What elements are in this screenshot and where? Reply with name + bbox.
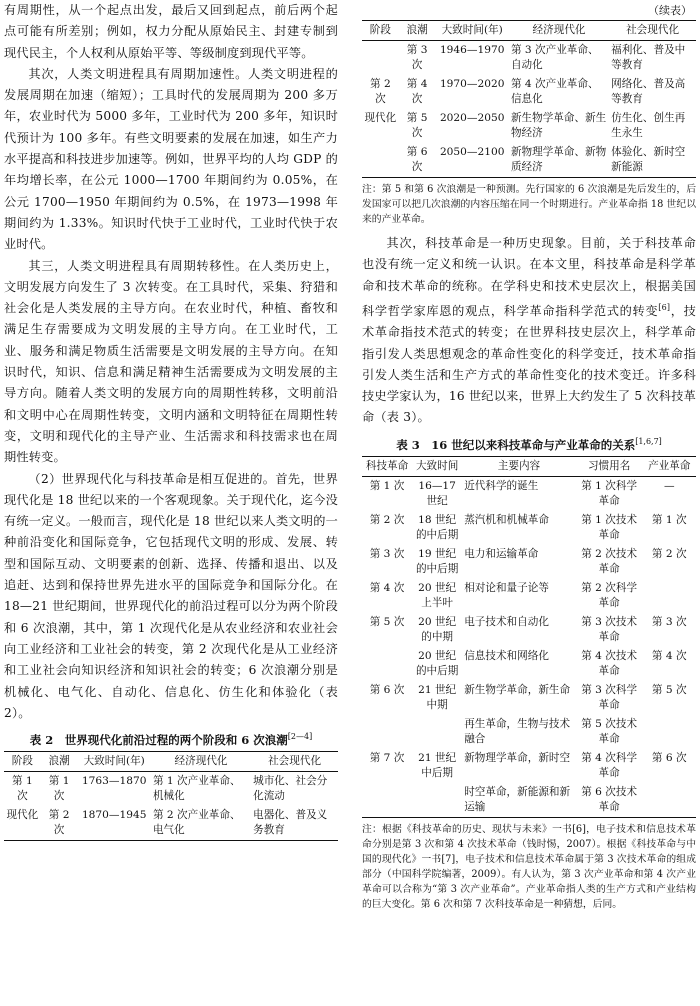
table2-note: 注：第 5 和第 6 次浪潮是一种预测。先行国家的 6 次浪潮是先后发生的，后发国家可以把几次浪潮的内容压缩在同一个时期进行。产业革命指 18 世纪以来的产业革命。 bbox=[362, 184, 696, 225]
table3-body bbox=[362, 476, 696, 817]
table-cell: 第 4 次 bbox=[406, 78, 428, 105]
table-cell: 第 2 次科学革命 bbox=[581, 581, 638, 609]
table-cell: 21 世纪中后期 bbox=[418, 751, 457, 779]
table-cell: 第 3 次 bbox=[406, 44, 428, 71]
table2-cont-header-cell: 阶段 bbox=[362, 21, 399, 41]
table3-header-cell: 产业革命 bbox=[643, 456, 696, 476]
table-cell: 2050—2100 bbox=[435, 143, 508, 178]
table-row bbox=[4, 806, 338, 841]
table-cell: 18 世纪的中后期 bbox=[415, 513, 459, 541]
table-cell: 第 4 次产业革命、信息化 bbox=[510, 78, 599, 105]
table-cell: 现代化 bbox=[364, 112, 397, 124]
table-cell: 第 4 次 bbox=[651, 649, 687, 662]
table-cell: 1970—2020 bbox=[439, 78, 505, 90]
table-cell: 第 1 次 bbox=[12, 775, 33, 803]
table-cell: 第 2 次 bbox=[369, 513, 405, 526]
table2-header-cell: 经济现代化 bbox=[151, 752, 251, 772]
table-row bbox=[362, 75, 696, 109]
table-row bbox=[362, 476, 696, 511]
table-cell: 电子技术和自动化 bbox=[464, 615, 549, 628]
table-cell: 第 3 次科学革命 bbox=[581, 683, 638, 711]
table3-header-cell: 科技革命 bbox=[362, 456, 412, 476]
table-cell: 现代化 bbox=[4, 806, 41, 841]
table-cell: 1870—1945 bbox=[77, 806, 150, 841]
table-cell: 第 5 次技术革命 bbox=[581, 717, 638, 745]
table-cell: 第 2 次产业革命、电气化 bbox=[151, 806, 251, 841]
table-cell: 21 世纪中期 bbox=[418, 683, 457, 711]
paragraph-acceleration: 其次，人类文明进程具有周期加速性。人类文明进程的发展周期在加速（缩短）；工具时代的发展周期为 200 多万年，农业时代为 5000 多年，工业时代为 200 多年，知识时代预计为 100 多年。有些文明要素的发展在加速，如生产力水平提高和科技进步加速等。例如，世界平均的人均 GDP 的年均增长率，在公元 1000—1700 年期间约为 0.05%，在公元 1700—1950 年期间约为 0.5%，在 1973—1998 年期间约为 1.33%。知识时代快于工业时代，工业时代快于农业时代。 bbox=[4, 66, 338, 252]
table-cell: 第 5 次 bbox=[406, 112, 428, 139]
table-cell bbox=[643, 579, 696, 613]
table2-cont-header-row bbox=[362, 21, 696, 41]
table-cell: 第 2 次技术革命 bbox=[581, 547, 638, 575]
table-cell: 第 6 次 bbox=[369, 683, 405, 696]
table3-header-cell: 大致时间 bbox=[412, 456, 462, 476]
table-cell: 20 世纪上半叶 bbox=[418, 581, 457, 609]
table2-cont-header-cell: 大致时间(年) bbox=[435, 21, 508, 41]
table-cell bbox=[643, 715, 696, 749]
table-cell: 20 世纪的中期 bbox=[418, 615, 457, 643]
table-cell: 第 6 次 bbox=[651, 751, 687, 764]
paragraph-transfer: 其三，人类文明进程具有周期转移性。在人类历史上，文明发展方向发生了 3 次转变。在工具时代，采集、狩猎和社会化是人类发展的主导方向。在农业时代，种植、畜牧和满足生存需要成为文明发展的主导方向。在工业时代，工业、服务和满足物质生活需要是文明发展的主导方向。在知识时代，知识、信息和满足精神生活需要成为文明发展的主导方向。随着人类文明的发展方向的周期性转移，文明前沿和文明中心在周期性转变，文明内涵和文明特征在周期性转变，文明和现代化的主导产业、生活需求和科技需求也在周期性转变。 bbox=[4, 258, 338, 465]
table-cell: 新物理学革命，新时空 bbox=[464, 751, 571, 764]
table-cell bbox=[412, 715, 462, 749]
table-cell bbox=[362, 783, 412, 818]
table2-header-cell: 大致时间(年) bbox=[77, 752, 150, 772]
table-cell bbox=[362, 41, 399, 76]
table-cell: 体验化、新时空新能源 bbox=[609, 143, 696, 178]
table-cell bbox=[412, 783, 462, 818]
table2-cont-header-cell: 经济现代化 bbox=[509, 21, 609, 41]
table2-caption-text: 表 2 世界现代化前沿过程的两个阶段和 6 次浪潮 bbox=[29, 733, 288, 748]
table-cell: 仿生化、创生再生永生 bbox=[611, 112, 686, 139]
table-cell: 新物理学革命、新物质经济 bbox=[509, 143, 609, 178]
table-cell bbox=[643, 783, 696, 818]
table-cell: 第 1 次科学革命 bbox=[581, 479, 638, 507]
table-cell: 第 6 次 bbox=[399, 143, 436, 178]
citation-ref: [6] bbox=[658, 302, 671, 312]
table-cell: 第 4 次 bbox=[369, 581, 405, 594]
table-cell: 信息技术和网络化 bbox=[464, 649, 549, 662]
table-cell: 网络化、普及高等教育 bbox=[611, 78, 686, 105]
table3-caption-text: 表 3 16 世纪以来科技革命与产业革命的关系 bbox=[396, 437, 636, 452]
table2 bbox=[4, 751, 338, 841]
table-cell: 1946—1970 bbox=[439, 44, 505, 56]
table-row bbox=[362, 545, 696, 579]
table-row bbox=[362, 511, 696, 545]
table-row bbox=[362, 143, 696, 178]
table-cell bbox=[362, 647, 412, 681]
table3 bbox=[362, 456, 696, 818]
table-row bbox=[362, 647, 696, 681]
table-cell: — bbox=[663, 479, 675, 492]
table-cell: 第 1 次产业革命、机械化 bbox=[152, 775, 241, 803]
table-row bbox=[362, 715, 696, 749]
table-cell: 时空革命，新能源和新运输 bbox=[462, 783, 576, 818]
table-cell: 第 2 次 bbox=[370, 78, 391, 105]
table-cell: 再生革命，生物与技术融合 bbox=[464, 717, 571, 745]
table-cell: 第 4 次科学革命 bbox=[581, 751, 638, 779]
table2-header-cell: 阶段 bbox=[4, 752, 41, 772]
table-row bbox=[4, 772, 338, 807]
table-row bbox=[362, 109, 696, 143]
table-row bbox=[362, 41, 696, 76]
left-column bbox=[4, 0, 338, 841]
table-cell: 第 3 次产业革命、自动化 bbox=[510, 44, 599, 71]
table-continued-label: （续表） bbox=[648, 4, 692, 17]
table-cell: 新生物学革命、新生物经济 bbox=[510, 112, 607, 139]
table-cell: 城市化、社会分化流动 bbox=[253, 775, 328, 803]
table-row bbox=[362, 681, 696, 715]
table3-header-row bbox=[362, 456, 696, 476]
table-cell: 第 5 次 bbox=[369, 615, 405, 628]
table-cell bbox=[362, 715, 412, 749]
table2-header-row bbox=[4, 752, 338, 772]
table-cell: 第 3 次 bbox=[651, 615, 687, 628]
table2-header-cell: 浪潮 bbox=[41, 752, 78, 772]
table-cell: 第 2 次 bbox=[41, 806, 78, 841]
table-cell: 第 4 次技术革命 bbox=[581, 649, 638, 677]
table-row bbox=[362, 783, 696, 818]
paragraph-continued: 有周期性，从一个起点出发，最后又回到起点，前后两个起点可能有所差别；例如，权力分配从原始民主、封建专制到现代民主，个人权利从原始平等、等级制度到现代平等。 bbox=[4, 3, 338, 60]
table3-caption-ref: [1,6,7] bbox=[635, 436, 662, 446]
table3-note: 注：根据《科技革命的历史、现状与未来》一书[6]，电子技术和信息技术革命分别是第 3 次和第 4 次技术革命（钱时惕，2007）。根据《科技革命与中国的现代化》一书[7]，电子技术和信息技术革命属于第 3 次技术革命的组成部分（中国科学院编著，2009）。有人认为，第 3 次产业革命和第 4 次产业革命可以合称为“第 3 次产业革命”。产业革命指人类的生产方式和产业结构的巨大变化。第 6 次和第 7 次科技革命是一种猜想，后同。 bbox=[362, 823, 696, 910]
table-cell bbox=[362, 143, 399, 178]
table3-caption bbox=[362, 437, 696, 453]
table2-caption bbox=[4, 732, 338, 748]
table-cell: 第 2 次 bbox=[651, 547, 687, 560]
right-column bbox=[362, 0, 696, 912]
table-cell: 电力和运输革命 bbox=[464, 547, 539, 560]
table3-header-cell: 习惯用名 bbox=[576, 456, 643, 476]
paragraph-text-a: 其次，科技革命是一种历史现象。目前，关于科技革命也没有统一定义和统一认识。在本文里，科技革命是科学革命和技术革命的统称。在学科史和技术史层次上，根据美国科学哲学家库恩的观点，科学革命指科学范式的转变 bbox=[362, 236, 696, 318]
table-row bbox=[362, 613, 696, 647]
table2-cont-header-cell: 社会现代化 bbox=[609, 21, 696, 41]
table2-header-cell: 社会现代化 bbox=[251, 752, 338, 772]
table-cell: 新生物学革命，新生命 bbox=[464, 683, 571, 696]
table-cell: 相对论和量子论等 bbox=[464, 581, 549, 594]
paragraph-modernization: （2）世界现代化与科技革命是相互促进的。首先，世界现代化是 18 世纪以来的一个客观现象。关于现代化，迄今没有统一定义。一般而言，现代化是 18 世纪以来人类文明的一种前沿变化和国际竞争，它包括现代文明的形成、发展、转型和国际互动、文明要素的创新、选择、传播和退出、以及追赶、达到和保持世界先进水平的国际竞争和国际分化。在 18—21 世纪期间，世界现代化的前沿过程可以分为两个阶段和 6 次浪潮，其中，第 1 次现代化是从农业经济和农业社会向工业经济和工业社会的转变，第 2 次现代化是从工业经济和工业社会向知识经济和知识社会的转变；6 次浪潮分别是机械化、电气化、自动化、信息化、仿生化和体验化（表 2）。 bbox=[4, 471, 338, 720]
table-cell: 第 5 次 bbox=[651, 683, 687, 696]
table2-cont-header-cell: 浪潮 bbox=[399, 21, 436, 41]
table-cell: 1763—1870 bbox=[81, 775, 147, 788]
table-cell: 20 世纪的中后期 bbox=[415, 649, 459, 677]
table-cell: 第 1 次 bbox=[651, 513, 687, 526]
table-cell: 蒸汽机和机械革命 bbox=[464, 513, 549, 526]
paragraph-text-b: ，技术革命指技术范式的转变；在世界科技史层次上，科学革命指引发人类思想观念的革命性变化的科学变迁，技术革命指引发人类生活和生产方式的革命性变化的技术变迁。许多科技史学家认为，16 世纪以来，世界上大约发生了 5 次科技革命（表 3）。 bbox=[362, 303, 696, 425]
table-row bbox=[362, 579, 696, 613]
table-cell: 第 3 次 bbox=[369, 547, 405, 560]
table-cell: 第 1 次 bbox=[48, 775, 70, 803]
paragraph-sci-tech-revolution bbox=[362, 233, 696, 429]
table-cell: 第 3 次技术革命 bbox=[581, 615, 638, 643]
table-row bbox=[362, 749, 696, 783]
table2-caption-ref: [2—4] bbox=[287, 732, 313, 742]
table-cell: 16—17 世纪 bbox=[418, 479, 456, 507]
table-cell: 第 7 次 bbox=[369, 751, 405, 764]
table2-continued bbox=[362, 20, 696, 178]
table-cell: 第 1 次技术革命 bbox=[581, 513, 638, 541]
table3-header-cell: 主要内容 bbox=[462, 456, 576, 476]
table-cell: 近代科学的诞生 bbox=[464, 479, 539, 492]
table-cell: 第 6 次技术革命 bbox=[576, 783, 643, 818]
table-cell: 2020—2050 bbox=[439, 112, 505, 124]
table-cell: 电器化、普及义务教育 bbox=[251, 806, 338, 841]
table-cell: 第 1 次 bbox=[369, 479, 405, 492]
table-cell: 福利化、普及中等教育 bbox=[611, 44, 686, 71]
table-cell: 19 世纪的中后期 bbox=[415, 547, 459, 575]
